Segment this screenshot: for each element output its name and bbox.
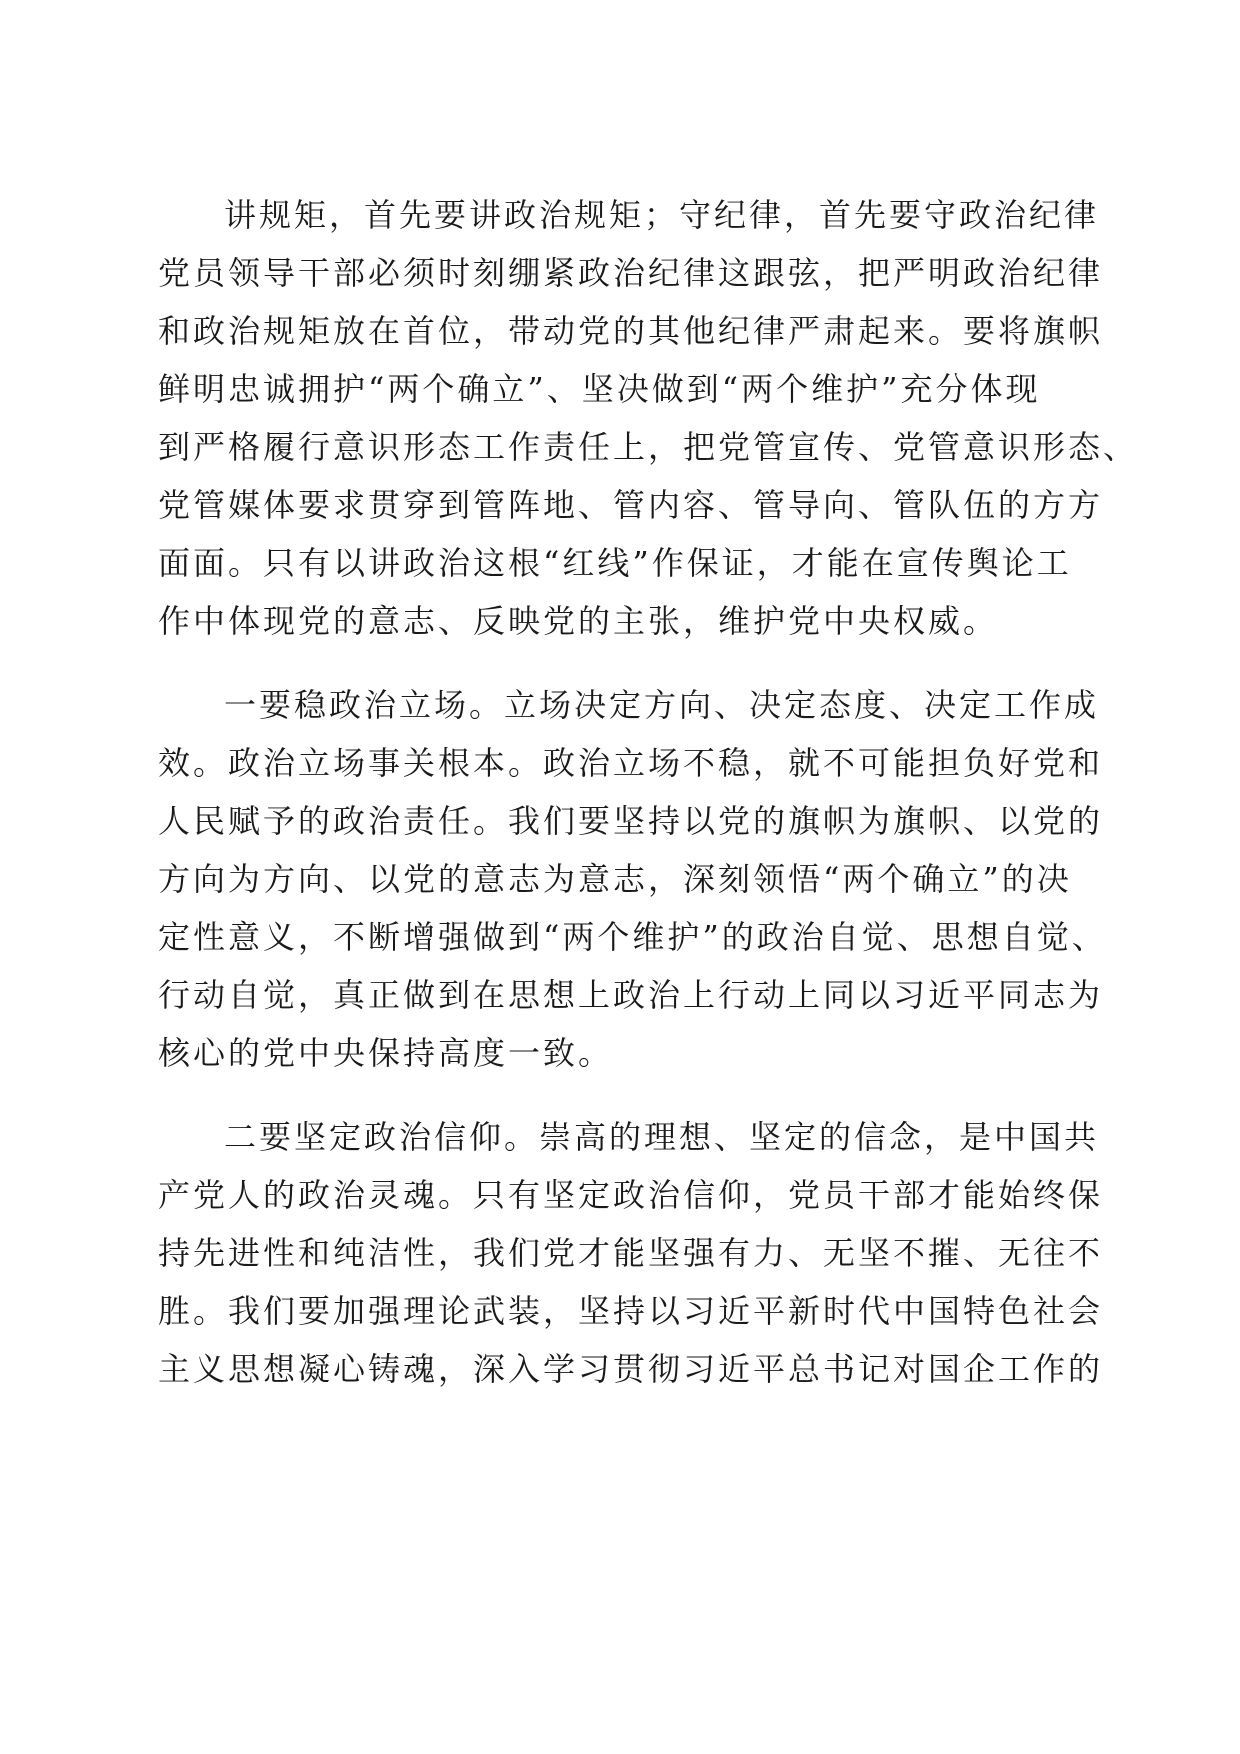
text-line: 讲规矩，首先要讲政治规矩；守纪律，首先要守政治纪律: [224, 196, 1100, 234]
text-line: 面面。只有以讲政治这根“红线”作保证，才能在宣传舆论工: [158, 544, 1072, 582]
text-line: 持先进性和纯洁性，我们党才能坚强有力、无坚不摧、无往不: [158, 1234, 1104, 1272]
text-line: 核心的党中央保持高度一致。: [158, 1034, 614, 1072]
text-line: 效。政治立场事关根本。政治立场不稳，就不可能担负好党和: [158, 744, 1104, 782]
text-line: 一要稳政治立场。立场决定方向、决定态度、决定工作成: [224, 686, 1100, 724]
paragraph-political-stance: [158, 676, 1107, 1082]
text-line: 方向为方向、以党的意志为意志，深刻领悟“两个确立”的决: [158, 860, 1072, 898]
paragraph-political-rules: [158, 186, 1139, 650]
text-line: 二要坚定政治信仰。崇高的理想、坚定的信念，是中国共: [224, 1118, 1100, 1156]
text-line: 党员领导干部必须时刻绷紧政治纪律这跟弦，把严明政治纪律: [158, 254, 1104, 292]
text-line: 人民赋予的政治责任。我们要坚持以党的旗帜为旗帜、以党的: [158, 802, 1104, 840]
text-line: 党管媒体要求贯穿到管阵地、管内容、管导向、管队伍的方方: [158, 486, 1104, 524]
text-line: 和政治规矩放在首位，带动党的其他纪律严肃起来。要将旗帜: [158, 312, 1104, 350]
text-line: 作中体现党的意志、反映党的主张，维护党中央权威。: [158, 602, 999, 640]
text-line: 到严格履行意识形态工作责任上，把党管宣传、党管意识形态、: [158, 428, 1139, 466]
text-line: 产党人的政治灵魂。只有坚定政治信仰，党员干部才能始终保: [158, 1176, 1104, 1214]
paragraph-political-belief: [158, 1108, 1104, 1398]
text-line: 胜。我们要加强理论武装，坚持以习近平新时代中国特色社会: [158, 1292, 1104, 1330]
document-body: [158, 186, 1139, 1424]
text-line: 主义思想凝心铸魂，深入学习贯彻习近平总书记对国企工作的: [158, 1350, 1104, 1388]
text-line: 行动自觉，真正做到在思想上政治上行动上同以习近平同志为: [158, 976, 1104, 1014]
text-line: 定性意义，不断增强做到“两个维护”的政治自觉、思想自觉、: [158, 918, 1107, 956]
text-line: 鲜明忠诚拥护“两个确立”、坚决做到“两个维护”充分体现: [158, 370, 1041, 408]
